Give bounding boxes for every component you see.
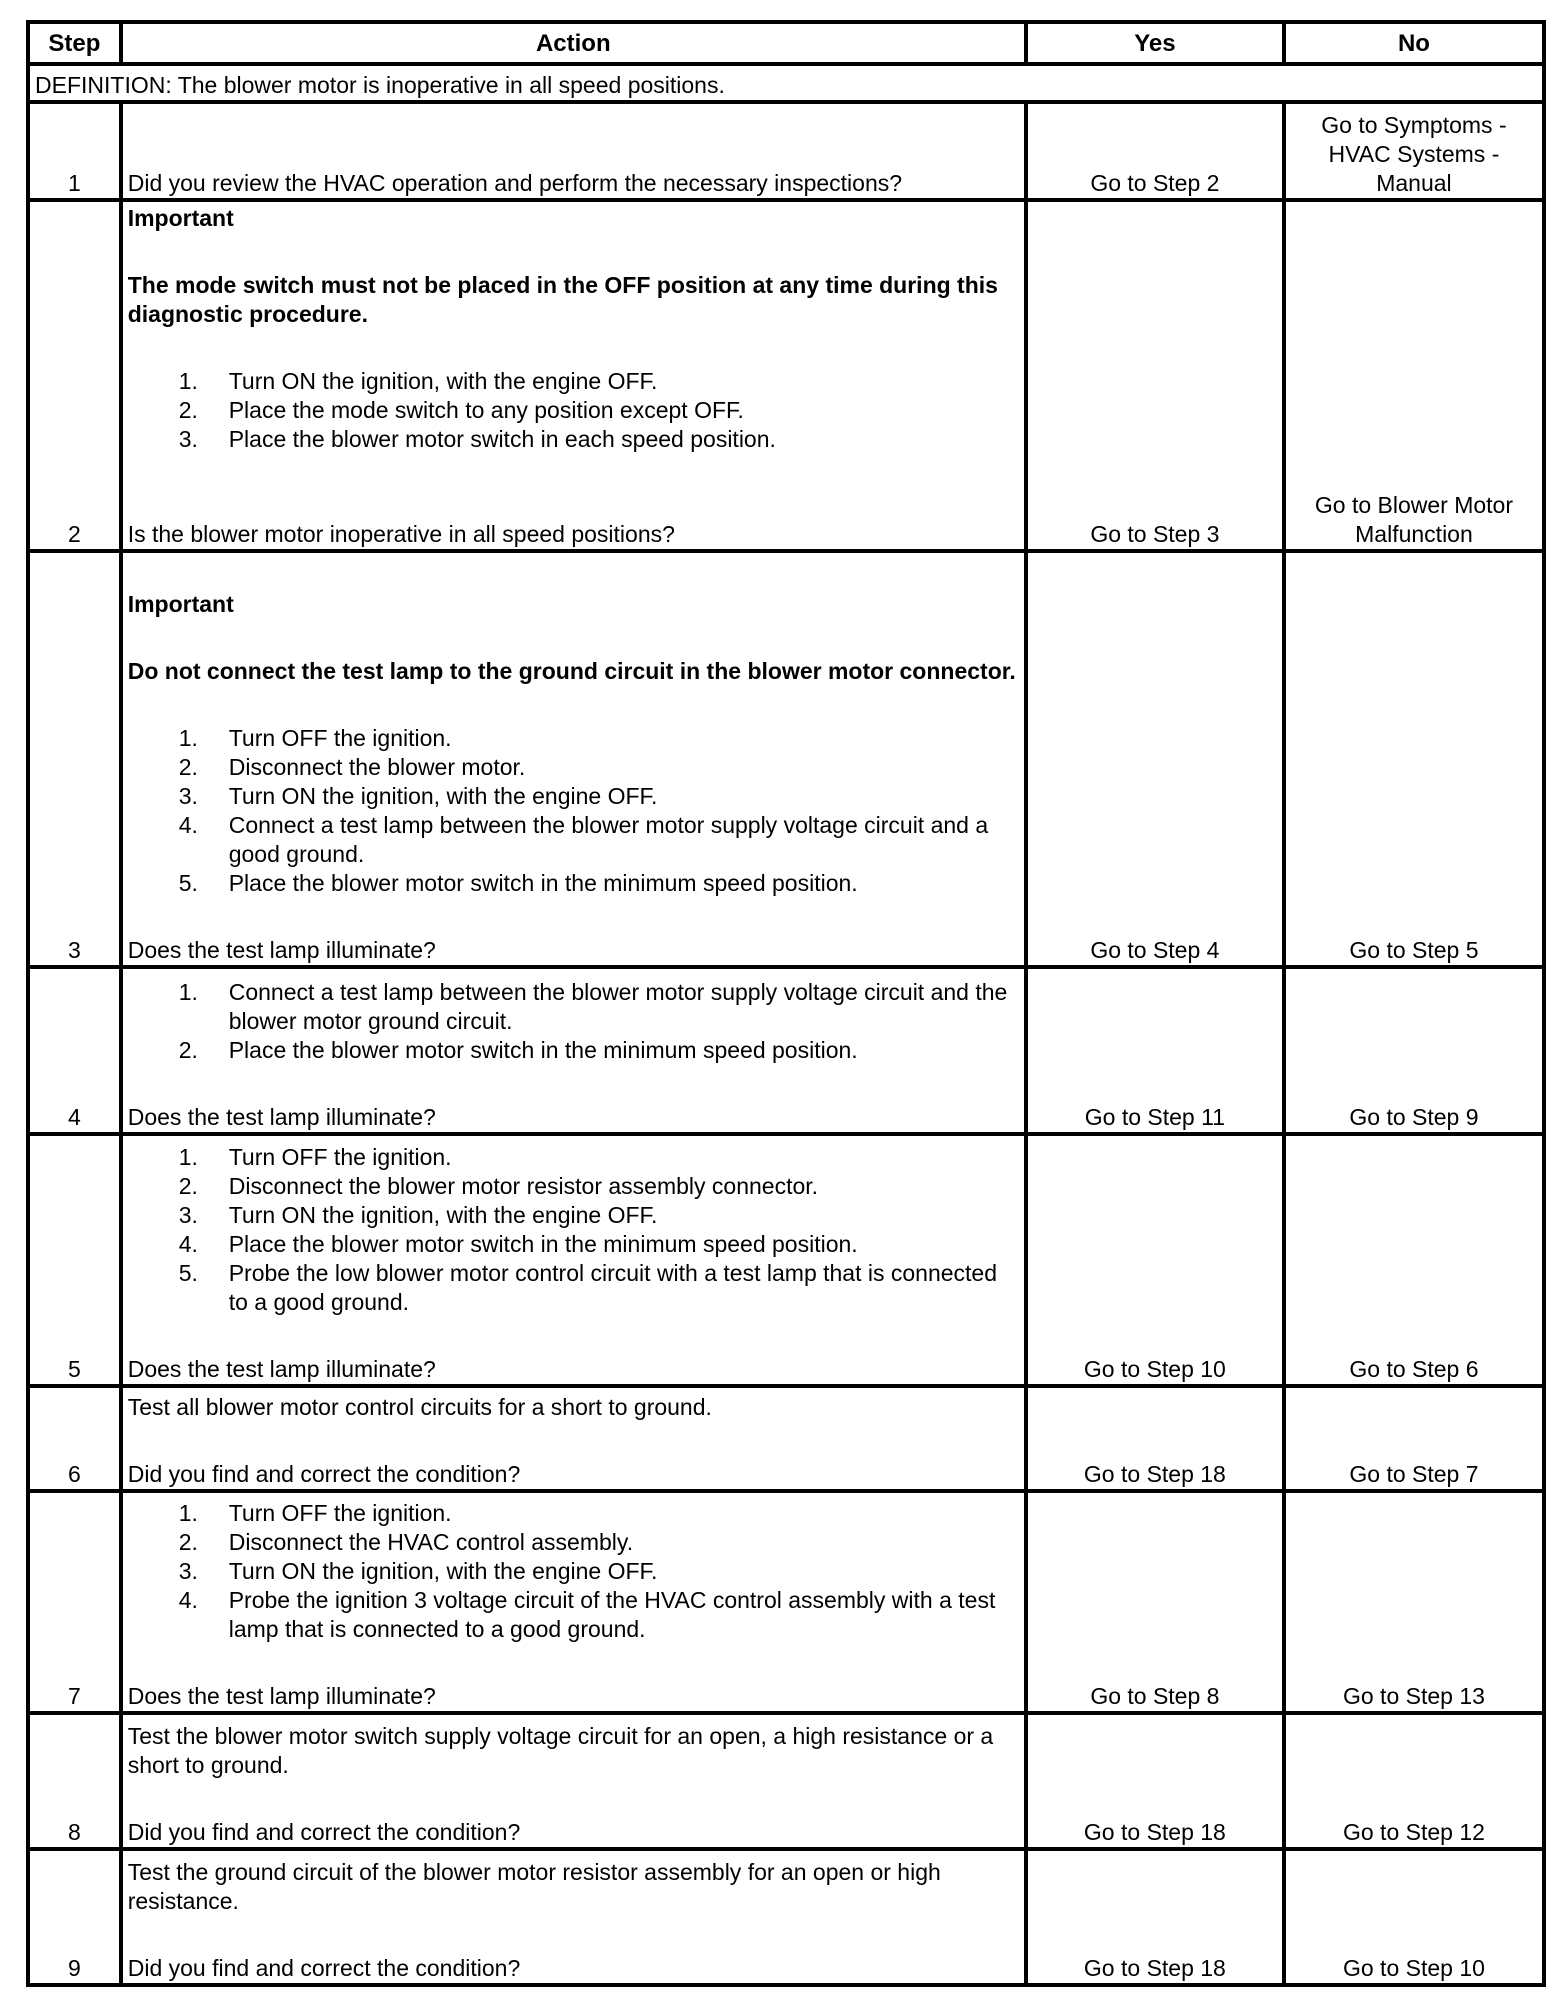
action-cell [121, 551, 1026, 967]
procedure-list [128, 978, 1019, 1065]
step-number: 3 [28, 551, 121, 967]
step-number: 2 [28, 200, 121, 551]
no-result: Go to Step 12 [1284, 1713, 1544, 1849]
no-result: Go to Step 6 [1284, 1134, 1544, 1386]
list-item: 2. Disconnect the blower motor resistor assembly connector. [178, 1173, 819, 1199]
list-item: 2. Disconnect the HVAC control assembly. [178, 1529, 634, 1555]
table-row [28, 1134, 1544, 1386]
step-number: 4 [28, 967, 121, 1134]
list-item: 4. Connect a test lamp between the blower motor supply voltage circuit and a good ground. [178, 812, 989, 867]
definition-row [28, 64, 1544, 102]
step-number: 9 [28, 1849, 121, 1985]
yes-result: Go to Step 2 [1026, 102, 1284, 200]
no-result: Go to Step 9 [1284, 967, 1544, 1134]
action-cell [121, 1491, 1026, 1713]
action-cell [121, 1134, 1026, 1386]
yes-result: Go to Step 18 [1026, 1849, 1284, 1985]
action-cell [121, 1386, 1026, 1491]
table-row [28, 1386, 1544, 1491]
table-row [28, 1491, 1544, 1713]
no-result: Go to Step 5 [1284, 551, 1544, 967]
list-item: 1. Turn OFF the ignition. [178, 1500, 452, 1526]
procedure-list [128, 1143, 1019, 1317]
no-result: Go to Step 13 [1284, 1491, 1544, 1713]
procedure-list [128, 724, 1019, 898]
list-item: 5. Probe the low blower motor control circuit with a test lamp that is connected to a good ground. [178, 1260, 998, 1315]
question-text: Does the test lamp illuminate? [127, 1683, 436, 1709]
step-number: 5 [28, 1134, 121, 1386]
action-text: Test the ground circuit of the blower motor resistor assembly for an open or high resistance. [127, 1859, 941, 1914]
important-label: Important [127, 205, 234, 231]
question-text: Does the test lamp illuminate? [127, 1104, 436, 1130]
list-item: 1. Connect a test lamp between the blower motor supply voltage circuit and the blower motor ground circuit. [178, 979, 1008, 1034]
diagnostic-table [26, 20, 1546, 1987]
header-yes: Yes [1026, 22, 1284, 64]
step-number: 7 [28, 1491, 121, 1713]
list-item: 2. Place the mode switch to any position except OFF. [178, 397, 744, 423]
yes-result: Go to Step 11 [1026, 967, 1284, 1134]
yes-result: Go to Step 8 [1026, 1491, 1284, 1713]
yes-result: Go to Step 3 [1026, 200, 1284, 551]
list-item: 3. Turn ON the ignition, with the engine OFF. [178, 783, 658, 809]
question-text: Did you find and correct the condition? [127, 1819, 521, 1845]
yes-result: Go to Step 18 [1026, 1386, 1284, 1491]
header-no: No [1284, 22, 1544, 64]
no-result: Go to Symptoms - HVAC Systems - Manual [1284, 102, 1544, 200]
definition-text: DEFINITION: The blower motor is inoperative in all speed positions. [28, 64, 1544, 102]
yes-result: Go to Step 18 [1026, 1713, 1284, 1849]
table-row [28, 551, 1544, 967]
list-item: 3. Turn ON the ignition, with the engine OFF. [178, 1202, 658, 1228]
important-label: Important [127, 591, 234, 617]
question-text: Does the test lamp illuminate? [127, 937, 436, 963]
list-item: 2. Place the blower motor switch in the minimum speed position. [178, 1037, 858, 1063]
action-cell [121, 102, 1026, 200]
table-row [28, 1849, 1544, 1985]
list-item: 3. Place the blower motor switch in each speed position. [178, 426, 776, 452]
procedure-list [128, 367, 1019, 454]
no-result: Go to Blower Motor Malfunction [1284, 200, 1544, 551]
list-item: 5. Place the blower motor switch in the minimum speed position. [178, 870, 858, 896]
question-text: Did you find and correct the condition? [127, 1461, 521, 1487]
action-cell [121, 200, 1026, 551]
question-text: Does the test lamp illuminate? [127, 1356, 436, 1382]
list-item: 1. Turn OFF the ignition. [178, 1144, 452, 1170]
no-result: Go to Step 7 [1284, 1386, 1544, 1491]
procedure-list [128, 1499, 1019, 1644]
action-text: Test all blower motor control circuits for a short to ground. [127, 1394, 712, 1420]
list-item: 4. Place the blower motor switch in the minimum speed position. [178, 1231, 858, 1257]
yes-result: Go to Step 4 [1026, 551, 1284, 967]
table-row [28, 102, 1544, 200]
header-action: Action [121, 22, 1026, 64]
table-row [28, 200, 1544, 551]
question-text: Did you find and correct the condition? [127, 1955, 521, 1981]
table-row [28, 967, 1544, 1134]
list-item: 3. Turn ON the ignition, with the engine OFF. [178, 1558, 658, 1584]
no-result: Go to Step 10 [1284, 1849, 1544, 1985]
action-cell [121, 1849, 1026, 1985]
action-text: Did you review the HVAC operation and perform the necessary inspections? [127, 170, 903, 196]
step-number: 1 [28, 102, 121, 200]
header-row [28, 22, 1544, 64]
question-text: Is the blower motor inoperative in all speed positions? [127, 521, 675, 547]
list-item: 1. Turn ON the ignition, with the engine OFF. [178, 368, 658, 394]
action-cell [121, 967, 1026, 1134]
action-text: Test the blower motor switch supply voltage circuit for an open, a high resistance or a short to ground. [127, 1723, 994, 1778]
list-item: 1. Turn OFF the ignition. [178, 725, 452, 751]
list-item: 4. Probe the ignition 3 voltage circuit of the HVAC control assembly with a test lamp that is connected to a good ground. [178, 1587, 996, 1642]
list-item: 2. Disconnect the blower motor. [178, 754, 526, 780]
yes-result: Go to Step 10 [1026, 1134, 1284, 1386]
important-text: The mode switch must not be placed in the OFF position at any time during this diagnostic procedure. [127, 272, 998, 327]
header-step: Step [28, 22, 121, 64]
step-number: 8 [28, 1713, 121, 1849]
important-text: Do not connect the test lamp to the ground circuit in the blower motor connector. [127, 658, 1016, 684]
table-row [28, 1713, 1544, 1849]
step-number: 6 [28, 1386, 121, 1491]
action-cell [121, 1713, 1026, 1849]
